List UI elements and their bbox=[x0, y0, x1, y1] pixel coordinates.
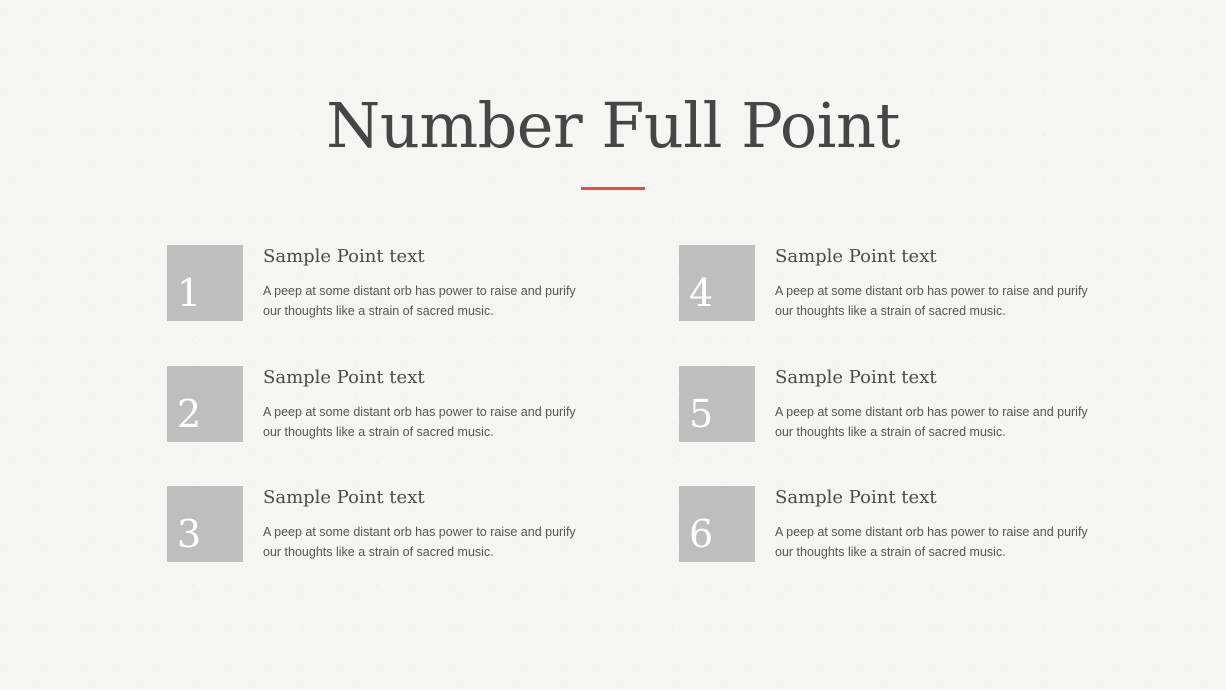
point-number: 6 bbox=[689, 512, 714, 556]
point-body: A peep at some distant orb has power to raise and purify our thoughts like a strain of sacred music. bbox=[263, 525, 576, 559]
number-box bbox=[167, 245, 243, 321]
point-heading: Sample Point text bbox=[263, 367, 425, 388]
point-number: 3 bbox=[177, 512, 202, 556]
point-body: A peep at some distant orb has power to raise and purify our thoughts like a strain of sacred music. bbox=[775, 405, 1088, 439]
point-number: 5 bbox=[689, 392, 714, 436]
point-body: A peep at some distant orb has power to raise and purify our thoughts like a strain of sacred music. bbox=[775, 525, 1088, 559]
number-box bbox=[167, 366, 243, 442]
point-item bbox=[679, 486, 1109, 564]
point-body: A peep at some distant orb has power to raise and purify our thoughts like a strain of sacred music. bbox=[263, 405, 576, 439]
point-item bbox=[679, 366, 1109, 444]
point-body: A peep at some distant orb has power to raise and purify our thoughts like a strain of sacred music. bbox=[263, 284, 576, 318]
point-number: 2 bbox=[177, 392, 202, 436]
point-item bbox=[167, 366, 597, 444]
point-number: 4 bbox=[689, 271, 714, 315]
title-divider bbox=[581, 187, 645, 190]
number-box bbox=[679, 245, 755, 321]
point-heading: Sample Point text bbox=[775, 246, 937, 267]
point-heading: Sample Point text bbox=[263, 487, 425, 508]
point-heading: Sample Point text bbox=[775, 367, 937, 388]
point-item bbox=[679, 245, 1109, 323]
point-number: 1 bbox=[177, 271, 202, 315]
point-item bbox=[167, 245, 597, 323]
point-heading: Sample Point text bbox=[263, 246, 425, 267]
point-body: A peep at some distant orb has power to raise and purify our thoughts like a strain of sacred music. bbox=[775, 284, 1088, 318]
number-box bbox=[679, 366, 755, 442]
number-box bbox=[679, 486, 755, 562]
point-item bbox=[167, 486, 597, 564]
point-heading: Sample Point text bbox=[775, 487, 937, 508]
slide-title: Number Full Point bbox=[326, 89, 900, 162]
number-box bbox=[167, 486, 243, 562]
